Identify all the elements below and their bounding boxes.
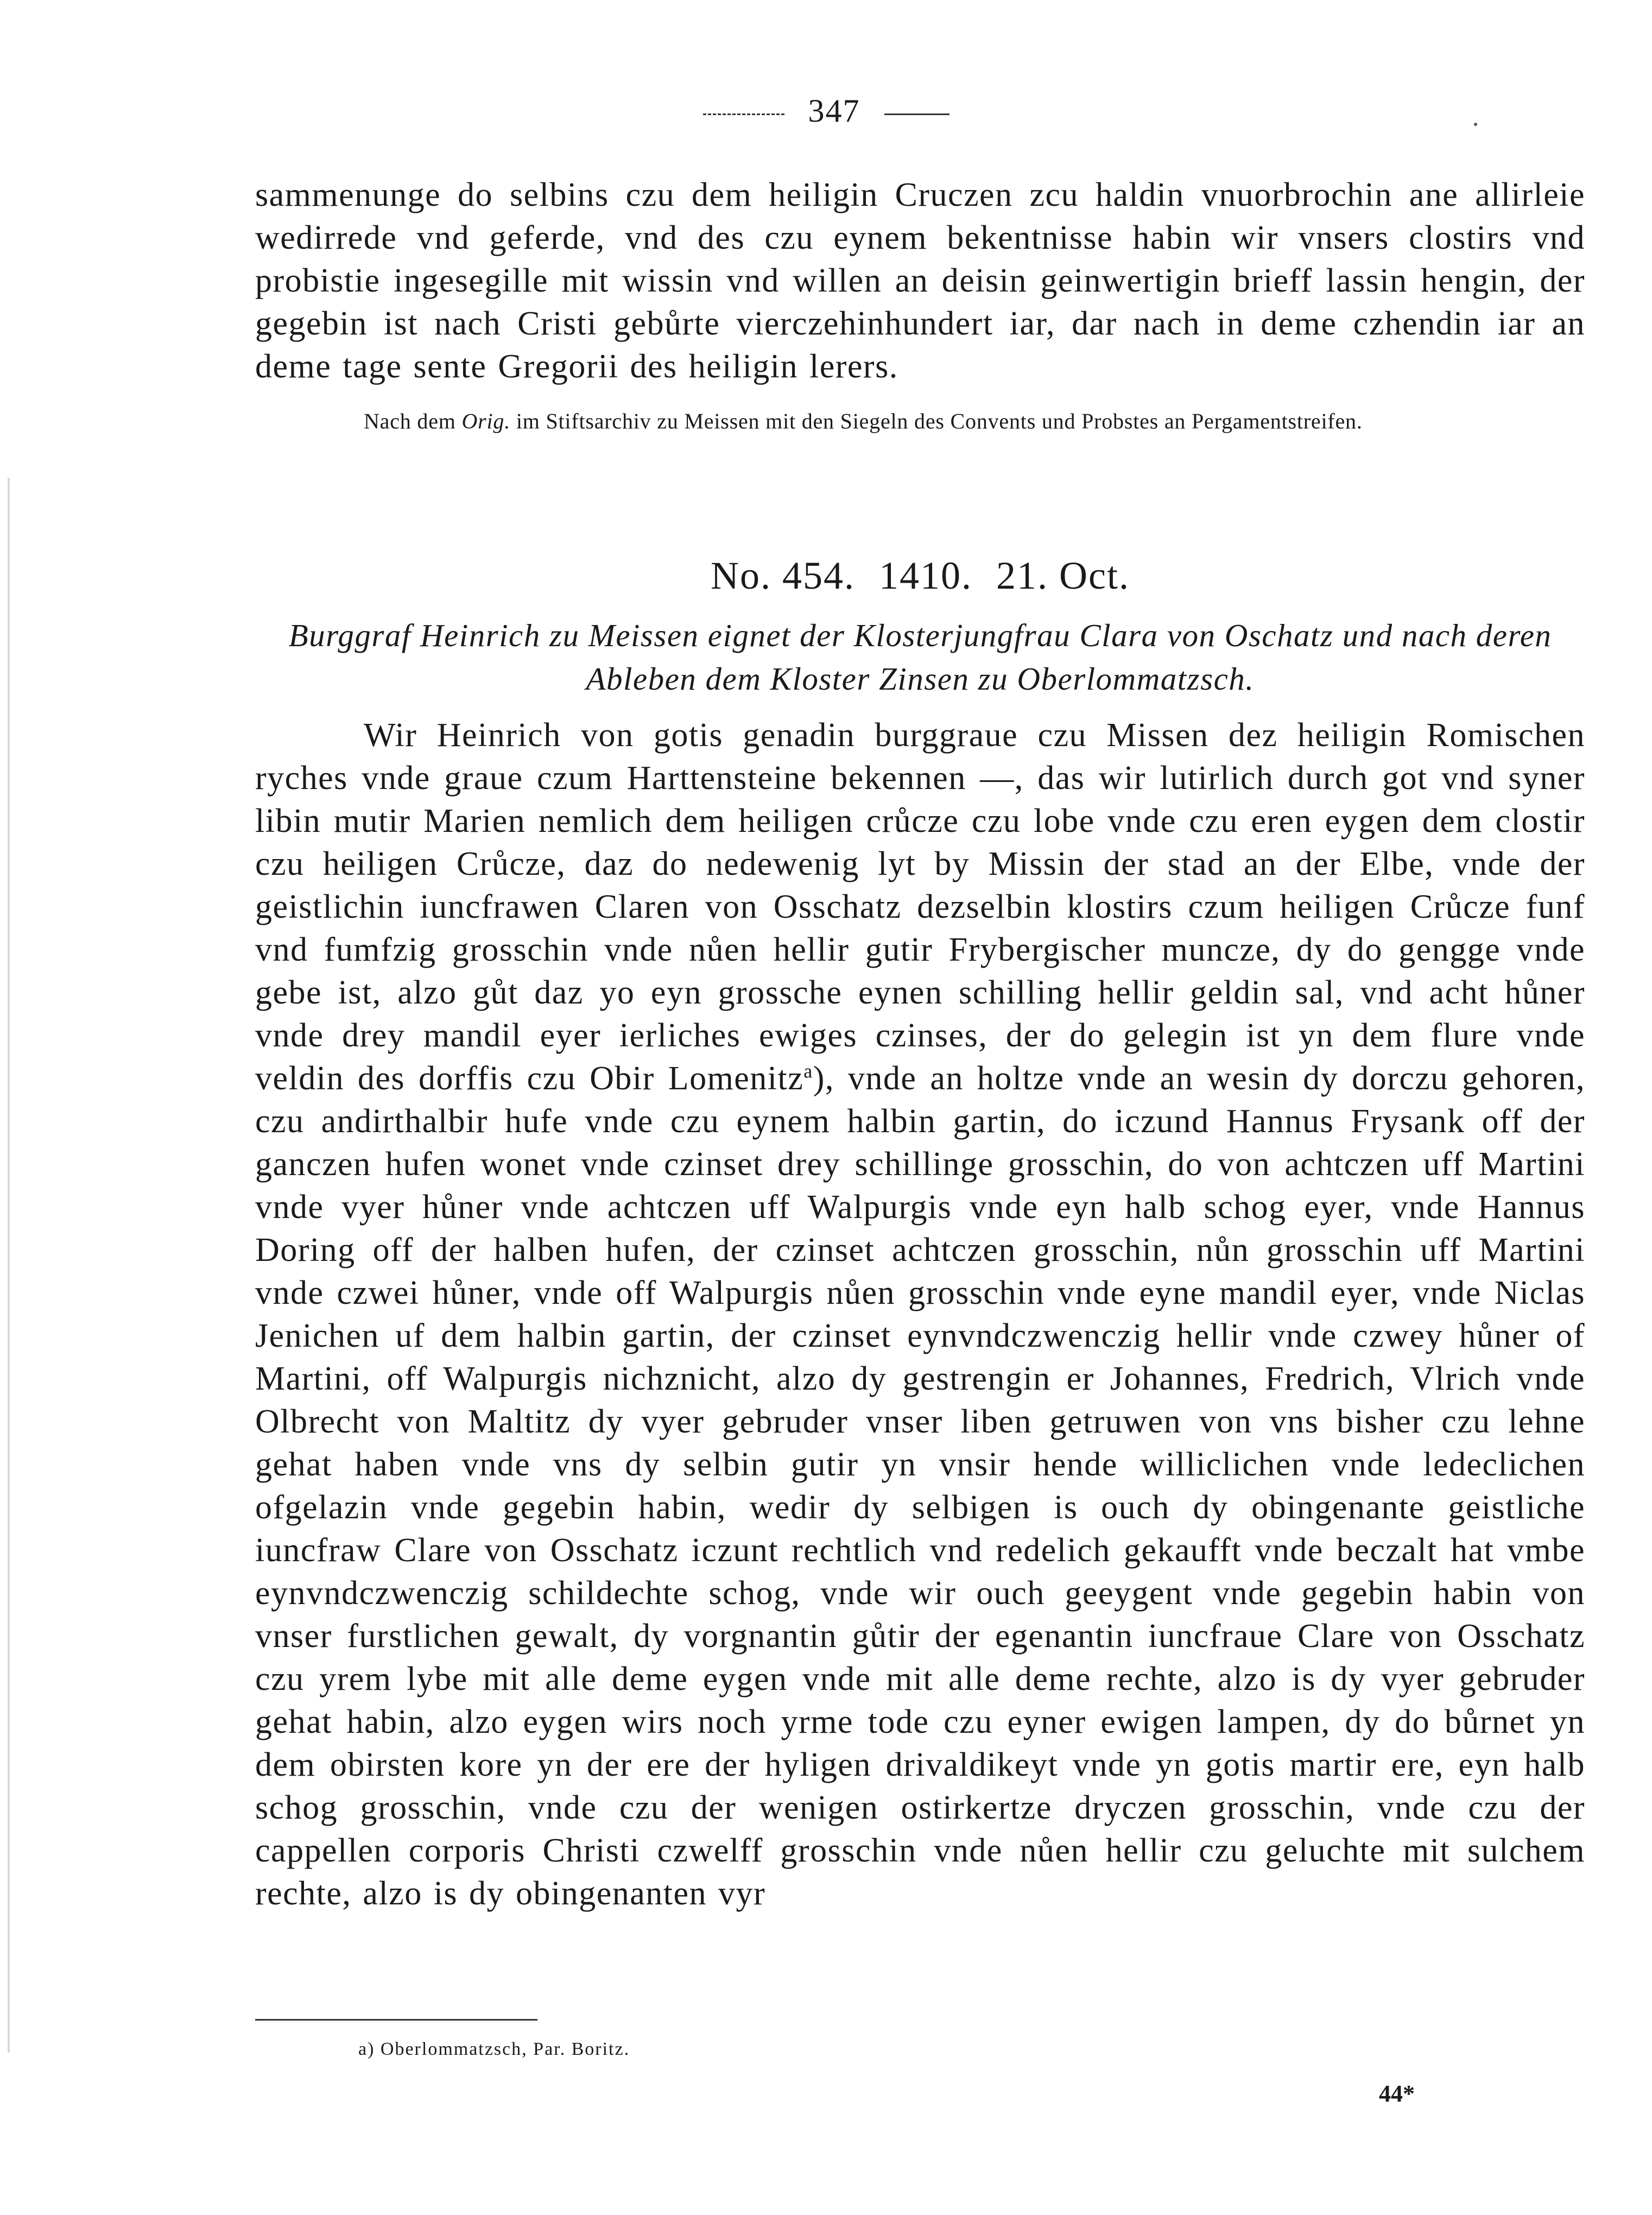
footnote-divider (255, 2019, 537, 2021)
running-head (0, 92, 1652, 130)
header-rule-left (703, 113, 784, 115)
signature-mark: 44* (1379, 2080, 1415, 2107)
document-body (255, 714, 1585, 1915)
header-rule-right (884, 113, 950, 115)
continuation-block (255, 174, 1585, 388)
document-year: 1410. (879, 554, 973, 597)
source-note-abbrev: Orig. (461, 409, 511, 433)
document-heading (255, 551, 1585, 600)
source-note (255, 405, 1585, 438)
source-note-rest: im Stiftsarchiv zu Meissen mit den Siegeln des Convents und Probstes an Pergamentstreifen. (510, 409, 1363, 433)
regest-line-2: Ableben dem Kloster Zinsen zu Oberlommatzsch. (586, 661, 1255, 697)
document-heading-block (255, 551, 1585, 600)
body-text-before-note: Wir Heinrich von gotis genadin burggraue czu Missen dez heiligin Romischen ryches vnde graue czum Harttensteine bekennen —, das wir lutirlich durch got vnd syner libin mutir Marien nemlich dem heiligen crůcze czu lobe vnde czu eren eygen dem clostir czu heiligen Crůcze, daz do nedewenig lyt by Missin der stad an der Elbe, vnde der geistlichin iuncfrawen Claren von Osschatz dezselbin klostirs czum heiligen Crůcze funf vnd fumfzig grosschin vnde nůen hellir gutir Frybergischer muncze, dy do gengge vnde gebe ist, alzo gůt daz yo eyn grossche eynen schilling hellir geldin sal, vnd acht hůner vnde drey mandil eyer ierliches ewiges czinses, der do gelegin ist yn dem flure vnde veldin des dorffis czu Obir Lomenitz (255, 717, 1585, 1097)
body-paragraph (255, 714, 1585, 1915)
source-note-prefix: Nach dem (364, 409, 462, 433)
body-text-after-note: ), vnde an holtze vnde an wesin dy dorczu gehoren, czu andirthalbir hufe vnde czu eynem halbin gartin, do iczund Hannus Frysank off der ganczen hufen wonet vnde czinset drey schillinge grosschin, do von achtczen uff Martini vnde vyer hůner vnde achtczen uff Walpurgis vnde eyn halb schog eyer, vnde Hannus Doring off der halben hufen, der czinset achtczen grosschin, nůn grosschin uff Martini vnde czwei hůner, vnde off Walpurgis nůen grosschin vnde eyne mandil eyer, vnde Niclas Jenichen uf dem halbin gartin, der czinset eynvndczwenczig hellir vnde czwey hůner of Martini, off Walpurgis nichznicht, alzo dy gestrengin er Johannes, Fredrich, Vlrich vnde Olbrecht von Maltitz dy vyer gebruder vnser liben getruwen von vns bisher czu lehne gehat haben vnde vns dy selbin gutir yn vnsir hende williclichen vnde ledeclichen ofgelazin vnde gegebin habin, wedir dy selbigen is ouch dy obingenante geistliche iuncfraw Clare von Osschatz iczunt rechtlich vnd redelich gekaufft vnde beczalt hat vmbe eynvndczwenczig schildechte schog, vnde wir ouch geeygent vnde gegebin habin von vnser furstlichen gewalt, dy vorgnantin gůtir der egenantin iuncfraue Clare von Osschatz czu yrem lybe mit alle deme eygen vnde mit alle deme rechte, alzo is dy vyer gebruder gehat habin, alzo eygen wirs noch yrme tode czu eyner ewigen lampen, dy do bůrnet yn dem obirsten kore yn der ere der hyligen drivaldikeyt vnde yn gotis martir ere, eyn halb schog grosschin, vnde czu der wenigen ostirkertze dryczen grosschin, vnde czu der cappellen corporis Christi czwelff grosschin vnde nůen hellir czu geluchte mit sulchem rechte, alzo is dy obingenanten vyr (255, 1060, 1585, 1912)
page-number: 347 (808, 93, 860, 129)
regest-line-1: Burggraf Heinrich zu Meissen eignet der Klosterjungfrau Clara von Oschatz und nach deren (288, 617, 1552, 653)
footnote: a) Oberlommatzsch, Par. Boritz. (358, 2039, 630, 2059)
regest-block (255, 614, 1585, 701)
page-edge-shadow (8, 478, 10, 2053)
document-date: 21. Oct. (996, 554, 1130, 597)
continuation-paragraph: sammenunge do selbins czu dem heiligin Cruczen zcu haldin vnuorbrochin ane allirleie wedirrede vnd geferde, vnd des czu eynem bekentnisse habin wir vnsers clostirs vnd probistie ingesegille mit wissin vnd willen an deisin geinwertigin brieff lassin hengin, der gegebin ist nach Cristi gebůrte vierczehinhundert iar, dar nach in deme czhendin iar an deme tage sente Gregorii des heiligin lerers. (255, 176, 1585, 385)
source-note-block (255, 405, 1585, 438)
document-number: No. 454. (711, 554, 856, 597)
footnote-marker: a (803, 1060, 813, 1082)
